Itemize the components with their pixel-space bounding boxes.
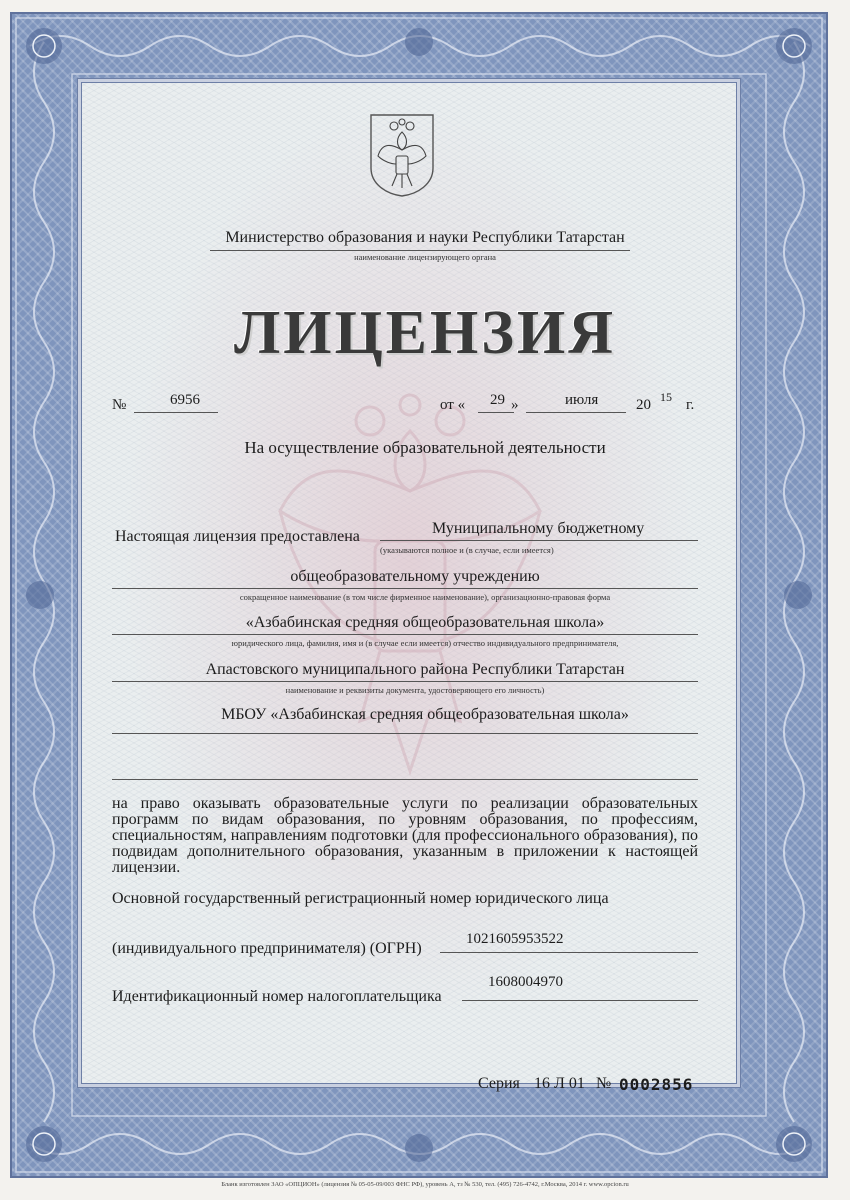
date-from-label: от « <box>440 397 466 413</box>
licensee-line-2: общеобразовательному учреждению <box>290 568 540 585</box>
ministry-hint: наименование лицензирующего органа <box>354 252 496 262</box>
month-underline <box>526 412 626 413</box>
licensee-line-5: МБОУ «Азбабинская средняя общеобразовательная школа» <box>221 706 629 723</box>
licensee-underline-4 <box>112 681 698 682</box>
inn-label: Идентификационный номер налогоплательщика <box>112 988 442 1005</box>
ministry-name: Министерство образования и науки Республики Татарстан <box>225 229 625 246</box>
granted-label: Настоящая лицензия предоставлена <box>115 528 360 545</box>
document-title: ЛИЦЕНЗИЯ <box>234 299 616 367</box>
licensee-underline-2 <box>112 588 698 589</box>
licensee-hint-2: сокращенное наименование (в том числе фирменное наименование), организационно-правовая форма <box>239 592 611 602</box>
licensee-underline-6 <box>112 779 698 780</box>
licensee-hint-4: наименование и реквизиты документа, удостоверяющего его личность) <box>285 685 545 695</box>
ogrn-underline <box>440 952 698 953</box>
licensee-line-3: «Азбабинская средняя общеобразовательная школа» <box>245 614 605 631</box>
series-number-label: № <box>596 1075 612 1092</box>
ministry-underline <box>210 250 630 251</box>
license-number: 6956 <box>170 392 200 408</box>
inn-value: 1608004970 <box>488 974 563 990</box>
day-close-quote: » <box>511 397 519 413</box>
licensee-underline-3 <box>112 634 698 635</box>
day-underline <box>478 412 514 413</box>
year-prefix: 20 <box>636 397 651 413</box>
ogrn-label-line-2: (индивидуального предпринимателя) (ОГРН) <box>112 940 422 957</box>
number-underline <box>134 412 218 413</box>
license-day: 29 <box>490 392 505 408</box>
coat-of-arms-icon <box>368 112 436 198</box>
licensee-hint-1: (указываются полное и (в случае, если имеется) <box>380 545 554 555</box>
year-suffix: 15 <box>660 390 672 404</box>
ogrn-label-line-1: Основной государственный регистрационный номер юридического лица <box>112 890 609 907</box>
year-unit: г. <box>686 397 695 413</box>
number-label: № <box>112 397 127 413</box>
licensee-line-1: Муниципальному бюджетному <box>432 520 645 537</box>
printer-note: Бланк изготовлен ЗАО «ОПЦИОН» (лицензия № 05-05-09/003 ФНС РФ), уровень А, тз № 530, тел. (495) 726-4742, г.Москва, 2014 г. www.opcion.ru <box>221 1181 629 1188</box>
licensee-hint-3: юридического лица, фамилия, имя и (в случае если имеется) отчество индивидуального предпринимателя, <box>231 638 619 648</box>
inn-underline <box>462 1000 698 1001</box>
series-label: Серия <box>478 1075 520 1092</box>
licensee-underline-1 <box>380 540 698 541</box>
activity-type: На осуществление образовательной деятельности <box>244 438 606 457</box>
series-code: 16 Л 01 <box>534 1075 585 1092</box>
licensee-underline-5 <box>112 733 698 734</box>
license-month: июля <box>565 392 599 408</box>
ogrn-value: 1021605953522 <box>466 931 564 947</box>
licensee-line-4: Апастовского муниципального района Республики Татарстан <box>205 661 625 678</box>
rights-paragraph: на право оказывать образовательные услуги по реализации образовательных программ по видам образования, по уровням образования, по профессиям, специальностям, направлениям подготовки (для профессионального образования), по подвидам дополнительного образования, указанным в приложении к настоящей лицензии. <box>112 795 698 876</box>
series-number: 0002856 <box>619 1075 694 1094</box>
